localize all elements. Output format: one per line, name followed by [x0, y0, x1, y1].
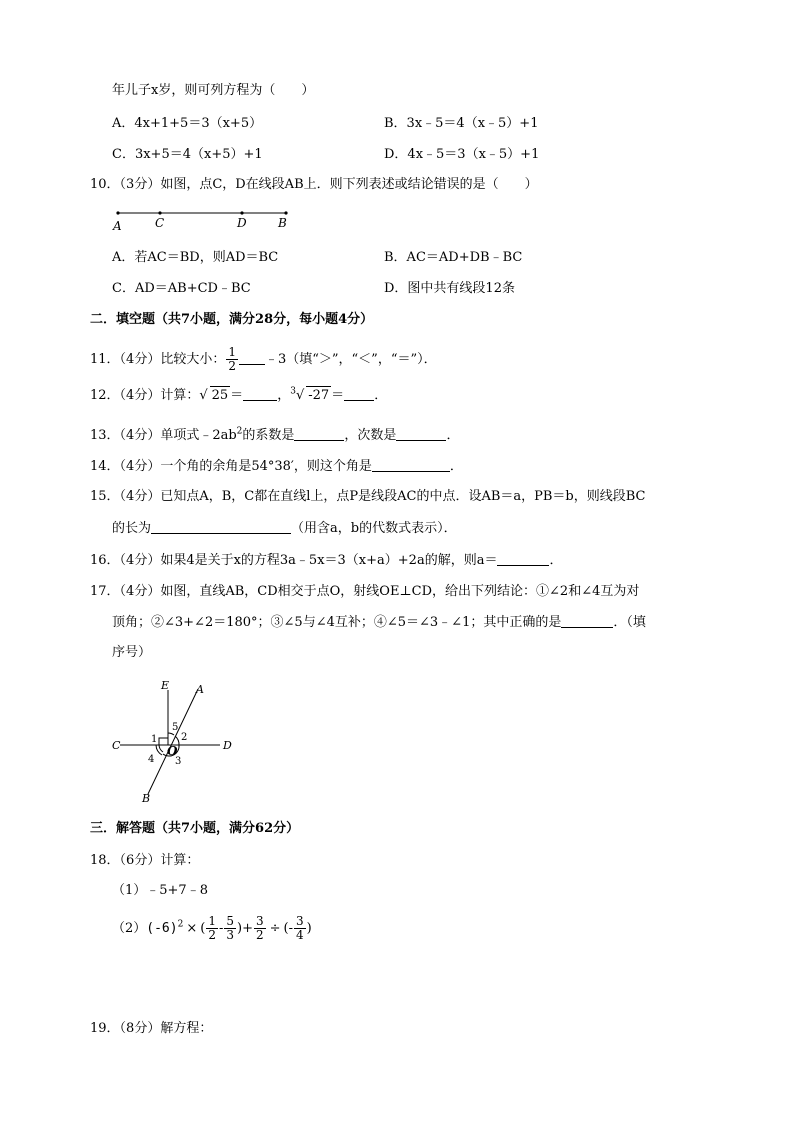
q12-prefix: 12．（4分）计算： — [90, 388, 200, 403]
q18-fraction-4-num: 3 — [296, 914, 304, 928]
q14 — [90, 457, 463, 476]
label-e: E — [161, 679, 170, 692]
q18-fraction-2 — [224, 915, 236, 942]
q18-part-2 — [112, 912, 312, 946]
q15-line-2 — [112, 519, 457, 538]
point-d-dot — [240, 211, 243, 214]
q18-fraction-2-num: 5 — [226, 914, 234, 928]
q13-mid-2: ，次数是 — [344, 428, 397, 443]
q14-prefix: 14．（4分）一个角的余角是54°38′，则这个角是 — [90, 459, 372, 474]
q18-base: (-6) — [146, 921, 178, 936]
q15-answer-blank[interactable] — [151, 519, 291, 534]
q15-line-2-prefix: 的长为 — [112, 521, 152, 536]
point-b-dot — [284, 211, 287, 214]
q13-end: ． — [446, 428, 460, 443]
label-c: C — [155, 216, 165, 230]
q9-option-d: D．4x﹣5＝3（x﹣5）+1 — [384, 147, 540, 162]
q18-part-1: （1）﹣5+7﹣8 — [112, 883, 208, 898]
q11 — [90, 345, 437, 375]
q16-end: ． — [549, 553, 563, 568]
q15-line-2-suffix: （用含a，b的代数式表示）． — [291, 521, 457, 536]
q11-fraction-den: 2 — [228, 359, 236, 373]
point-c-dot — [158, 211, 161, 214]
q18-exponent: 2 — [177, 919, 184, 930]
label-o: O — [167, 744, 178, 758]
q15-line-1: 15．（4分）已知点A，B，C都在直线l上，点P是线段AC的中点．设AB＝a，PB＝b，则线段BC — [90, 489, 646, 504]
q18-rparen: ) — [237, 921, 243, 936]
cube-root-icon: √ — [295, 388, 305, 403]
times-icon: × — [186, 921, 198, 936]
label-1: 1 — [151, 734, 158, 745]
q18-fraction-1-num: 1 — [208, 914, 216, 928]
q13 — [90, 426, 459, 445]
q10-option-b: B．AC＝AD+DB﹣BC — [384, 250, 523, 265]
q11-fraction — [226, 346, 238, 373]
q10-option-a: A．若AC＝BD，则AD＝BC — [112, 250, 279, 265]
q12-answer-blank-1[interactable] — [243, 386, 277, 401]
section-2-title: 二．填空题（共7小题，满分28分，每小题4分） — [90, 312, 374, 327]
q11-answer-blank[interactable] — [239, 350, 265, 365]
q13-exponent: 2 — [236, 426, 243, 437]
q19-stem: 19．（8分）解方程： — [90, 1021, 213, 1036]
q12: 12．（4分）计算：√ 25 ＝ ，$^3$√ -27 ＝ ． — [90, 386, 388, 403]
q13-prefix: 13．（4分）单项式﹣2ab — [90, 428, 237, 443]
plus-icon: + — [242, 921, 253, 936]
q10-segment-figure — [110, 203, 300, 235]
q11-suffix: ﹣3（填“＞”，“＜”，“＝”）． — [264, 352, 437, 367]
angle-arc-4-inner — [159, 745, 163, 752]
q17-line-3: 序号） — [112, 645, 152, 660]
label-5: 5 — [172, 722, 179, 733]
q18-stem: 18．（6分）计算： — [90, 853, 200, 868]
sqrt-icon: √ — [199, 388, 208, 403]
q11-fraction-num: 1 — [228, 345, 236, 359]
q9-option-a: A．4x+1+5＝3（x+5） — [112, 116, 263, 131]
label-a: A — [196, 683, 204, 696]
q18-fraction-1 — [206, 915, 218, 942]
q18-fraction-1-den: 2 — [208, 928, 216, 942]
label-d: D — [237, 216, 247, 230]
q12-root-index: 3 — [290, 386, 296, 397]
q11-prefix: 11．（4分）比较大小： — [90, 352, 226, 367]
q16-prefix: 16．（4分）如果4是关于x的方程3a﹣5x＝3（x+a）+2a的解，则a＝ — [90, 553, 498, 568]
q18-lparen: ( — [200, 921, 206, 936]
q16-answer-blank[interactable] — [497, 551, 549, 566]
point-a-dot — [116, 211, 119, 214]
q18-fraction-3-num: 3 — [255, 914, 264, 928]
q14-end: ． — [449, 459, 463, 474]
q18-lparen-neg: (- — [283, 921, 293, 936]
q9-option-c: C．3x+5＝4（x+5）+1 — [112, 147, 263, 162]
q12-radicand-2: -27 — [308, 388, 330, 403]
angle-arc-5 — [168, 733, 174, 735]
minus-icon: - — [218, 921, 224, 936]
q17-angle-figure — [108, 676, 243, 806]
q13-mid: 的系数是 — [242, 428, 295, 443]
q12-end: ． — [374, 388, 388, 403]
q17-line-2-suffix: ．（填 — [613, 615, 646, 630]
q9-continuation: 年儿子x岁，则可列方程为（ ） — [112, 83, 315, 98]
q12-answer-blank-2[interactable] — [344, 386, 374, 401]
q18-fraction-4-den: 4 — [296, 928, 304, 942]
q12-eq-1: ＝ — [230, 388, 244, 403]
label-2: 2 — [181, 732, 188, 743]
label-b: B — [278, 216, 287, 230]
label-3: 3 — [175, 756, 182, 767]
q18-fraction-3-den: 2 — [255, 928, 264, 942]
label-c: C — [112, 739, 121, 752]
q18-fraction-3 — [254, 915, 266, 942]
divide-icon: ÷ — [269, 921, 281, 936]
q17-line-2-prefix: 顶角；②∠3+∠2＝180°；③∠5与∠4互补；④∠5＝∠3﹣∠1；其中正确的是 — [112, 615, 562, 630]
label-d: D — [223, 739, 232, 752]
q18-part-2-label: （2） — [112, 921, 147, 936]
label-4: 4 — [148, 754, 155, 765]
q14-answer-blank[interactable] — [372, 457, 450, 472]
q10-option-d: D．图中共有线段12条 — [384, 281, 515, 296]
q12-radicand-1: 25 — [211, 388, 229, 403]
q17-answer-blank[interactable] — [561, 613, 613, 628]
q10-stem: 10．（3分）如图，点C，D在线段AB上．则下列表述或结论错误的是（ ） — [90, 177, 538, 192]
q18-fraction-4 — [294, 915, 306, 942]
q18-fraction-2-den: 3 — [226, 928, 234, 942]
q16 — [90, 551, 562, 570]
q18-rparen-2: ) — [306, 921, 312, 936]
q9-option-b: B．3x﹣5＝4（x﹣5）+1 — [384, 116, 539, 131]
label-a: A — [113, 219, 122, 233]
q13-answer-blank-2[interactable] — [396, 426, 446, 441]
section-3-title: 三．解答题（共7小题，满分62分） — [90, 821, 300, 836]
label-b: B — [142, 792, 151, 805]
q10-option-c: C．AD＝AB+CD﹣BC — [112, 281, 251, 296]
q17-line-2 — [112, 613, 646, 632]
q17-line-1: 17．（4分）如图，直线AB，CD相交于点O，射线OE⊥CD，给出下列结论：①∠2和∠4互为对 — [90, 584, 640, 599]
q13-answer-blank-1[interactable] — [294, 426, 344, 441]
q12-eq-2: ＝ — [331, 388, 345, 403]
